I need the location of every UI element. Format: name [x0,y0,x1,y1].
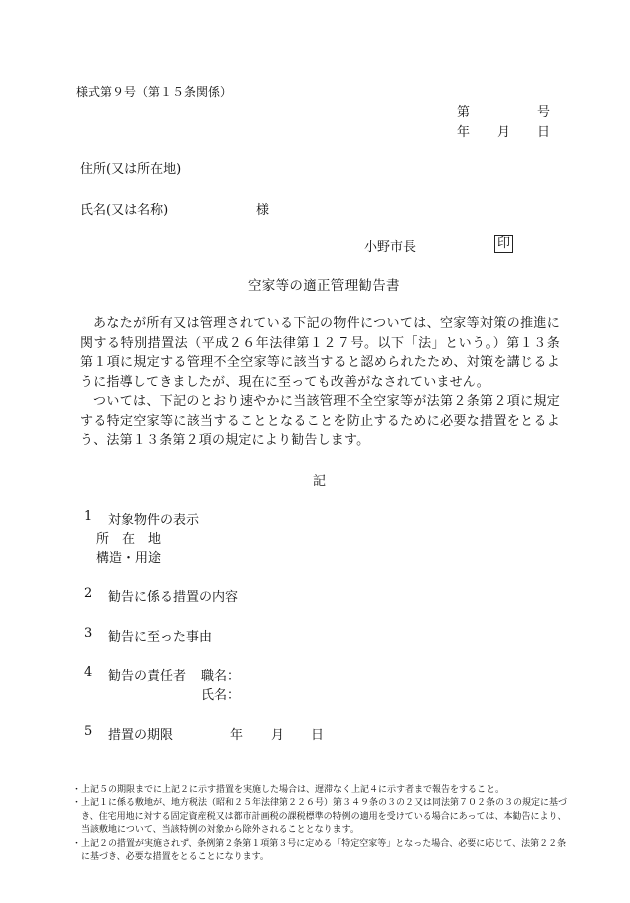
item-4-number: 4 [84,665,93,680]
seal-mark: 印 [494,235,513,253]
date-year: 年 [457,125,471,140]
item-1-label: 対象物件の表示 [108,513,200,528]
address-label: 住所(又は所在地) [80,162,182,177]
item-5-label: 措置の期限 [108,728,174,743]
paragraph-1: あなたが所有又は管理されている下記の物件については、空家等対策の推進に関する特別措置法（平成２６年法律第１２７号。以下「法」という。）第１３条第１項に規定する管理不全空家等に該当すると認められたため、対策を講じるように指導してきましたが、現在に至っても改善がなされていません。 [80,316,560,390]
item-4-role: 職名： [201,669,241,684]
document-title: 空家等の適正管理勧告書 [248,278,400,294]
seal-box [494,235,513,253]
ki-heading: 記 [313,474,327,489]
paragraph-2: ついては、下記のとおり速やかに当該管理不全空家等が法第２条第２項に規定する特定空家等に該当することとなることを防止するために必要な措置をとるよう、法第１３条第２項の規定により勧告します。 [80,394,560,448]
item-1-structure: 構造・用途 [96,551,162,566]
item-1-location: 所 在 地 [96,532,162,547]
item-4-label: 勧告の責任者 [108,669,187,684]
footnote-3: ・上記２の措置が実施されず、条例第２条第１項第３号に定める「特定空家等」となった場合、必要に応じて、法第２２条に基づき、必要な措置をとることになります。 [72,838,567,863]
item-5-year: 年 [230,728,244,743]
item-3-number: 3 [84,626,93,641]
item-5-number: 5 [84,724,93,739]
item-2-label: 勧告に係る措置の内容 [108,590,239,605]
item-5-day: 日 [311,728,325,743]
item-4-name: 氏名： [201,688,241,703]
honorific: 様 [256,203,270,218]
body-text [80,314,560,451]
item-2-number: 2 [84,586,93,601]
date-day: 日 [537,125,551,140]
date-month: 月 [497,125,511,140]
item-3-label: 勧告に至った事由 [108,630,213,645]
item-5-month: 月 [271,728,285,743]
item-1-number: 1 [84,509,93,524]
footnote-2: ・上記１に係る敷地が、地方税法（昭和２５年法律第２２６号）第３４９条の３の２又は同法第７０２条の３の規定に基づき、住宅用地に対する固定資産税又は都市計画税の課税標準の特例の適用を受けている場合にあっては、本勧告により、当該敷地について、当該特例の対象から除外されることとなります。 [72,798,568,836]
issuer: 小野市長 [364,240,417,255]
footnotes [72,784,567,864]
doc-number-prefix: 第 [457,105,471,120]
form-label: 様式第９号（第１５条関係） [76,85,233,99]
doc-number-suffix: 号 [537,105,551,120]
footnote-1: ・上記５の期限までに上記２に示す措置を実施した場合は、遅滞なく上記４に示す者まで報告をすること。 [72,785,505,795]
name-label: 氏名(又は名称) [80,203,169,218]
